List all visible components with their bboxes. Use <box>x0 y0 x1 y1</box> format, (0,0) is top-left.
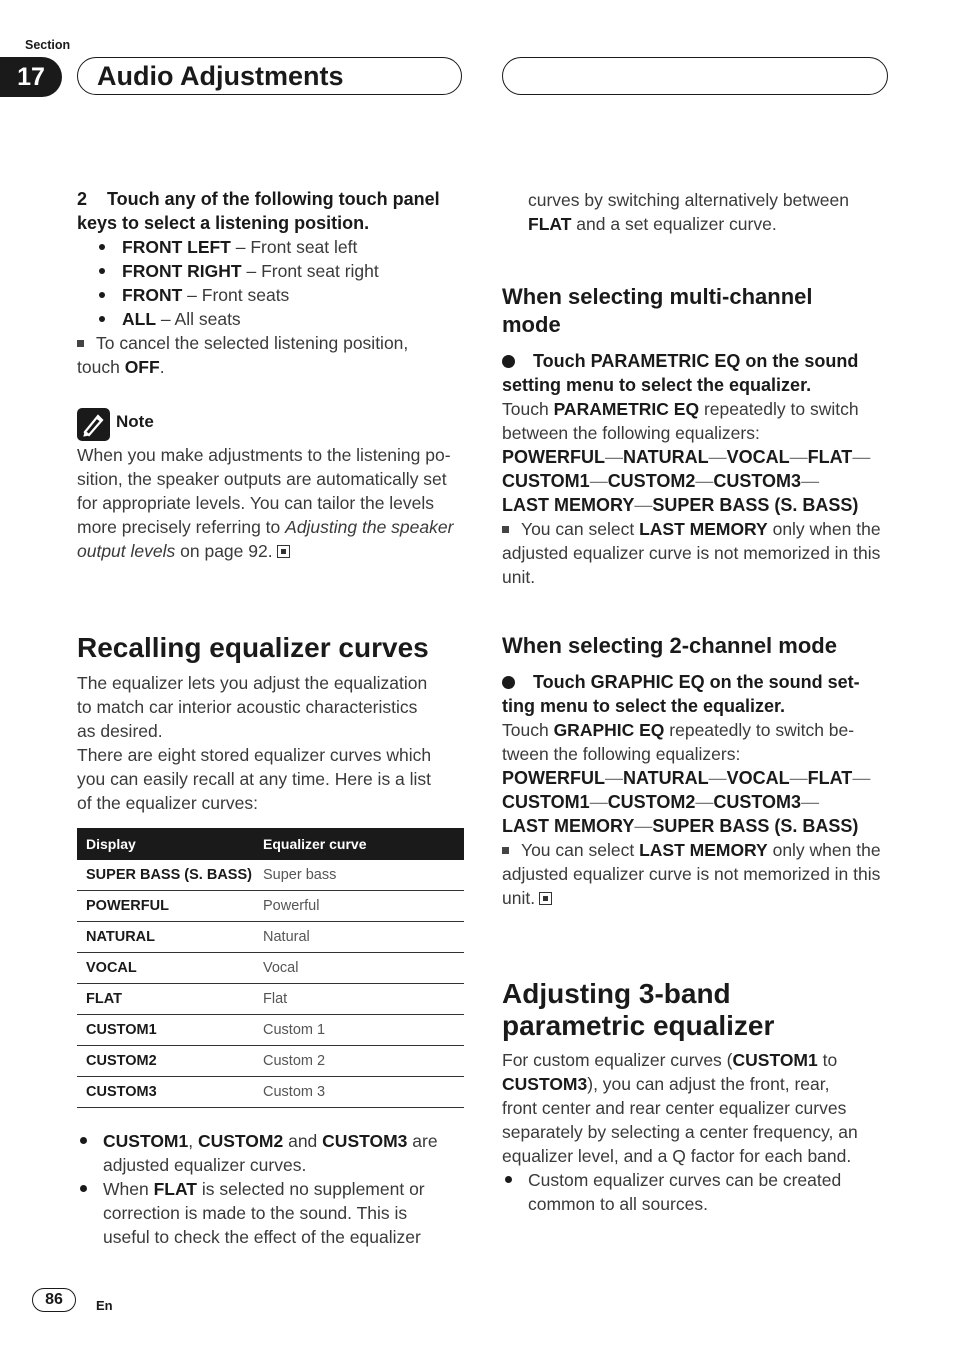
text-span: SUPER BASS (S. BASS) <box>652 495 859 515</box>
note-body <box>77 443 477 563</box>
multi-channel-section <box>502 283 902 589</box>
text-span: POWERFUL <box>502 768 605 788</box>
text-span: Adjusting 3-band <box>502 978 731 1009</box>
text-span: NATURAL <box>623 447 709 467</box>
text-span: — <box>789 768 808 788</box>
table-body <box>77 860 464 1108</box>
display-cell: NATURAL <box>77 922 254 953</box>
text-span: – <box>235 237 246 257</box>
text-span: , <box>188 1131 198 1151</box>
text-span: between the following equalizers: <box>502 423 760 443</box>
bullet-dot <box>505 1176 512 1183</box>
header-right-frame <box>502 57 888 95</box>
text-span: CUSTOM2 <box>607 471 696 491</box>
section-number: 17 <box>0 57 62 97</box>
text-span: CUSTOM1 <box>502 792 590 812</box>
text-span: — <box>589 792 608 812</box>
text-span: For custom equalizer curves ( <box>502 1050 733 1070</box>
text-span: GRAPHIC EQ <box>553 720 665 740</box>
note-label: Note <box>116 412 154 431</box>
two-channel-sequence <box>502 766 902 838</box>
text-span: touch <box>77 357 125 377</box>
text-span: — <box>801 792 820 812</box>
text-span: CUSTOM1 <box>103 1131 189 1151</box>
text-span: of the equalizer curves: <box>77 793 258 813</box>
cancel-note <box>77 331 467 379</box>
text-span: are <box>407 1131 438 1151</box>
text-span: CUSTOM2 <box>197 1131 284 1151</box>
text-span: You can select <box>521 519 640 539</box>
curve-cell: Custom 2 <box>254 1046 464 1077</box>
continued-text <box>528 188 908 236</box>
text-span: When selecting multi-channel <box>502 284 813 309</box>
display-cell: CUSTOM2 <box>77 1046 254 1077</box>
text-span: VOCAL <box>726 447 790 467</box>
step-dot-icon <box>502 676 515 689</box>
end-mark-icon <box>539 892 552 905</box>
table-header-display: Display <box>77 828 254 860</box>
recall-section <box>77 632 477 815</box>
text-span: — <box>695 471 714 491</box>
curve-cell: Super bass <box>254 860 464 891</box>
bullet-dot <box>99 244 105 250</box>
note-line: sition, the speaker outputs are automatically set <box>77 469 447 489</box>
text-span: FLAT <box>807 447 853 467</box>
table-row <box>77 953 464 984</box>
recall-heading: Recalling equalizer curves <box>77 632 429 663</box>
text-span: more precisely referring to <box>77 517 286 537</box>
table-row <box>77 860 464 891</box>
position-front <box>77 283 467 307</box>
list-item <box>77 1129 477 1177</box>
two-channel-lastmem-note <box>502 838 902 910</box>
position-list <box>77 235 467 331</box>
text-span: adjusted equalizer curves. <box>103 1155 307 1175</box>
text-span: and <box>283 1131 323 1151</box>
end-mark-icon <box>277 545 290 558</box>
text-span: LAST MEMORY <box>639 519 768 539</box>
display-cell: CUSTOM3 <box>77 1077 254 1108</box>
text-span: output levels <box>77 541 176 561</box>
equalizer-table <box>77 828 464 1108</box>
text-span: separately by selecting a center frequency, an <box>502 1122 858 1142</box>
text-span: repeatedly to switch be- <box>664 720 855 740</box>
text-span: CUSTOM3 <box>713 792 802 812</box>
text-span: Touch PARAMETRIC EQ on the sound <box>533 351 859 371</box>
curve-cell: Vocal <box>254 953 464 984</box>
text-span: LAST MEMORY <box>639 840 768 860</box>
text-span: . <box>159 357 165 377</box>
text-span: common to all sources. <box>528 1194 708 1214</box>
text-span: ), you can adjust the front, rear, <box>587 1074 830 1094</box>
table-row <box>77 1015 464 1046</box>
two-channel-step <box>502 670 902 718</box>
table-header-curve: Equalizer curve <box>254 828 464 860</box>
text-span: — <box>695 792 714 812</box>
text-span: adjusted equalizer curve is not memorized in this <box>502 864 881 884</box>
display-cell: VOCAL <box>77 953 254 984</box>
text-span: CUSTOM3 <box>502 1074 588 1094</box>
three-band-heading <box>502 978 902 1042</box>
text-span: unit. <box>502 567 536 587</box>
text-span: POWERFUL <box>502 447 605 467</box>
table-row <box>77 922 464 953</box>
text-span: You can select <box>521 840 640 860</box>
text-span: mode <box>502 312 561 337</box>
bullet-dot <box>80 1137 87 1144</box>
step-2-line-2: keys to select a listening position. <box>77 213 370 233</box>
display-cell: CUSTOM1 <box>77 1015 254 1046</box>
two-channel-heading: When selecting 2-channel mode <box>502 633 837 658</box>
text-span: CUSTOM2 <box>607 792 696 812</box>
text-span: All seats <box>174 309 241 329</box>
text-span: – <box>160 309 171 329</box>
multi-channel-heading <box>502 283 902 339</box>
display-cell: POWERFUL <box>77 891 254 922</box>
table-header-row <box>77 828 464 860</box>
note-pencil-icon <box>77 408 110 441</box>
table-row <box>77 984 464 1015</box>
text-span: is selected no supplement or <box>197 1179 425 1199</box>
position-front-left <box>77 235 467 259</box>
text-span: — <box>801 471 820 491</box>
text-span: parametric equalizer <box>502 1010 775 1041</box>
table-row <box>77 1046 464 1077</box>
text-span: — <box>852 768 871 788</box>
text-span: setting menu to select the equalizer. <box>502 375 812 395</box>
text-span: correction is made to the sound. This is <box>103 1203 408 1223</box>
bullet-dot <box>80 1185 87 1192</box>
text-span: curves by switching alternatively between <box>528 190 849 210</box>
two-channel-body <box>502 718 902 766</box>
text-span: — <box>708 447 727 467</box>
text-span: Touch <box>502 720 554 740</box>
three-band-section <box>502 978 902 1216</box>
curve-cell: Custom 3 <box>254 1077 464 1108</box>
note-line <box>77 515 477 539</box>
text-span: CUSTOM1 <box>732 1050 818 1070</box>
text-span: — <box>634 495 653 515</box>
curve-cell: Flat <box>254 984 464 1015</box>
text-span: Front seats <box>201 285 290 305</box>
text-span: ting menu to select the equalizer. <box>502 696 786 716</box>
text-span: unit. <box>502 888 536 908</box>
text-span: LAST MEMORY <box>502 495 635 515</box>
text-span: on page 92. <box>175 541 273 561</box>
step-2 <box>77 187 467 379</box>
table-row <box>77 1077 464 1108</box>
text-span: To cancel the selected listening position, <box>96 333 409 353</box>
text-span: tween the following equalizers: <box>502 744 741 764</box>
text-span: – <box>246 261 257 281</box>
text-span: Front seat right <box>261 261 379 281</box>
text-span: There are eight stored equalizer curves which <box>77 745 432 765</box>
curve-cell: Natural <box>254 922 464 953</box>
recall-paragraph <box>77 671 477 815</box>
square-bullet-icon <box>502 847 509 854</box>
multi-channel-lastmem-note <box>502 517 902 589</box>
text-span: When <box>103 1179 154 1199</box>
text-span: as desired. <box>77 721 163 741</box>
text-span: — <box>789 447 808 467</box>
multi-channel-body <box>502 397 902 445</box>
square-bullet-icon <box>502 526 509 533</box>
page-number: 86 <box>32 1288 76 1312</box>
text-span: — <box>605 447 623 467</box>
text-span: The equalizer lets you adjust the equalization <box>77 673 428 693</box>
text-span: to match car interior acoustic characteristics <box>77 697 418 717</box>
text-span: — <box>708 768 727 788</box>
language-label: En <box>96 1298 113 1313</box>
curve-cell: Powerful <box>254 891 464 922</box>
multi-channel-sequence <box>502 445 902 517</box>
note-line: When you make adjustments to the listening po- <box>77 445 451 465</box>
multi-channel-step <box>502 349 902 397</box>
text-span: Adjusting the speaker <box>285 517 454 537</box>
text-span: LAST MEMORY <box>502 816 635 836</box>
text-span: CUSTOM3 <box>322 1131 408 1151</box>
text-span: OFF <box>124 357 160 377</box>
note-line: for appropriate levels. You can tailor the levels <box>77 493 435 513</box>
step-2-line-1: 2 Touch any of the following touch panel <box>77 189 440 209</box>
custom-bullets <box>77 1129 477 1249</box>
display-cell: FLAT <box>77 984 254 1015</box>
text-span: to <box>817 1050 838 1070</box>
text-span: — <box>605 768 623 788</box>
text-span: and a set equalizer curve. <box>571 214 777 234</box>
bullet-dot <box>99 268 105 274</box>
text-span: only when the <box>767 519 881 539</box>
bullet-dot <box>99 292 105 298</box>
text-span: Touch GRAPHIC EQ on the sound set- <box>533 672 860 692</box>
text-span: FLAT <box>528 214 572 234</box>
text-span: repeatedly to switch <box>699 399 859 419</box>
three-band-body <box>502 1048 902 1216</box>
text-span: ALL <box>122 309 157 329</box>
text-span: PARAMETRIC EQ <box>553 399 700 419</box>
text-span: front center and rear center equalizer curves <box>502 1098 847 1118</box>
note-line <box>77 539 477 563</box>
text-span: FRONT RIGHT <box>122 261 242 281</box>
text-span: VOCAL <box>726 768 790 788</box>
text-span: Touch <box>502 399 554 419</box>
text-span: adjusted equalizer curve is not memorized in this <box>502 543 881 563</box>
chapter-title: Audio Adjustments <box>97 61 344 91</box>
position-all <box>77 307 467 331</box>
text-span: SUPER BASS (S. BASS) <box>652 816 859 836</box>
table-row <box>77 891 464 922</box>
square-bullet-icon <box>77 340 84 347</box>
two-channel-section <box>502 632 902 910</box>
text-span: NATURAL <box>623 768 709 788</box>
bullet-dot <box>99 316 105 322</box>
list-item <box>502 1168 902 1216</box>
text-span: – <box>187 285 197 305</box>
text-span: FLAT <box>807 768 853 788</box>
text-span: — <box>634 816 653 836</box>
text-span: — <box>589 471 608 491</box>
display-cell: SUPER BASS (S. BASS) <box>77 860 254 891</box>
text-span: FRONT <box>122 285 183 305</box>
section-label: Section <box>25 38 71 52</box>
text-span: Custom equalizer curves can be created <box>528 1170 842 1190</box>
curve-cell: Custom 1 <box>254 1015 464 1046</box>
text-span: Front seat left <box>250 237 358 257</box>
text-span: FRONT LEFT <box>122 237 231 257</box>
text-span: CUSTOM3 <box>713 471 802 491</box>
list-item <box>77 1177 477 1249</box>
text-span: — <box>852 447 871 467</box>
text-span: useful to check the effect of the equalizer <box>103 1227 421 1247</box>
text-span: CUSTOM1 <box>502 471 590 491</box>
text-span: equalizer level, and a Q factor for each band. <box>502 1146 852 1166</box>
text-span: only when the <box>767 840 881 860</box>
position-front-right <box>77 259 467 283</box>
text-span: FLAT <box>153 1179 197 1199</box>
step-dot-icon <box>502 355 515 368</box>
text-span: you can easily recall at any time. Here is a list <box>77 769 432 789</box>
